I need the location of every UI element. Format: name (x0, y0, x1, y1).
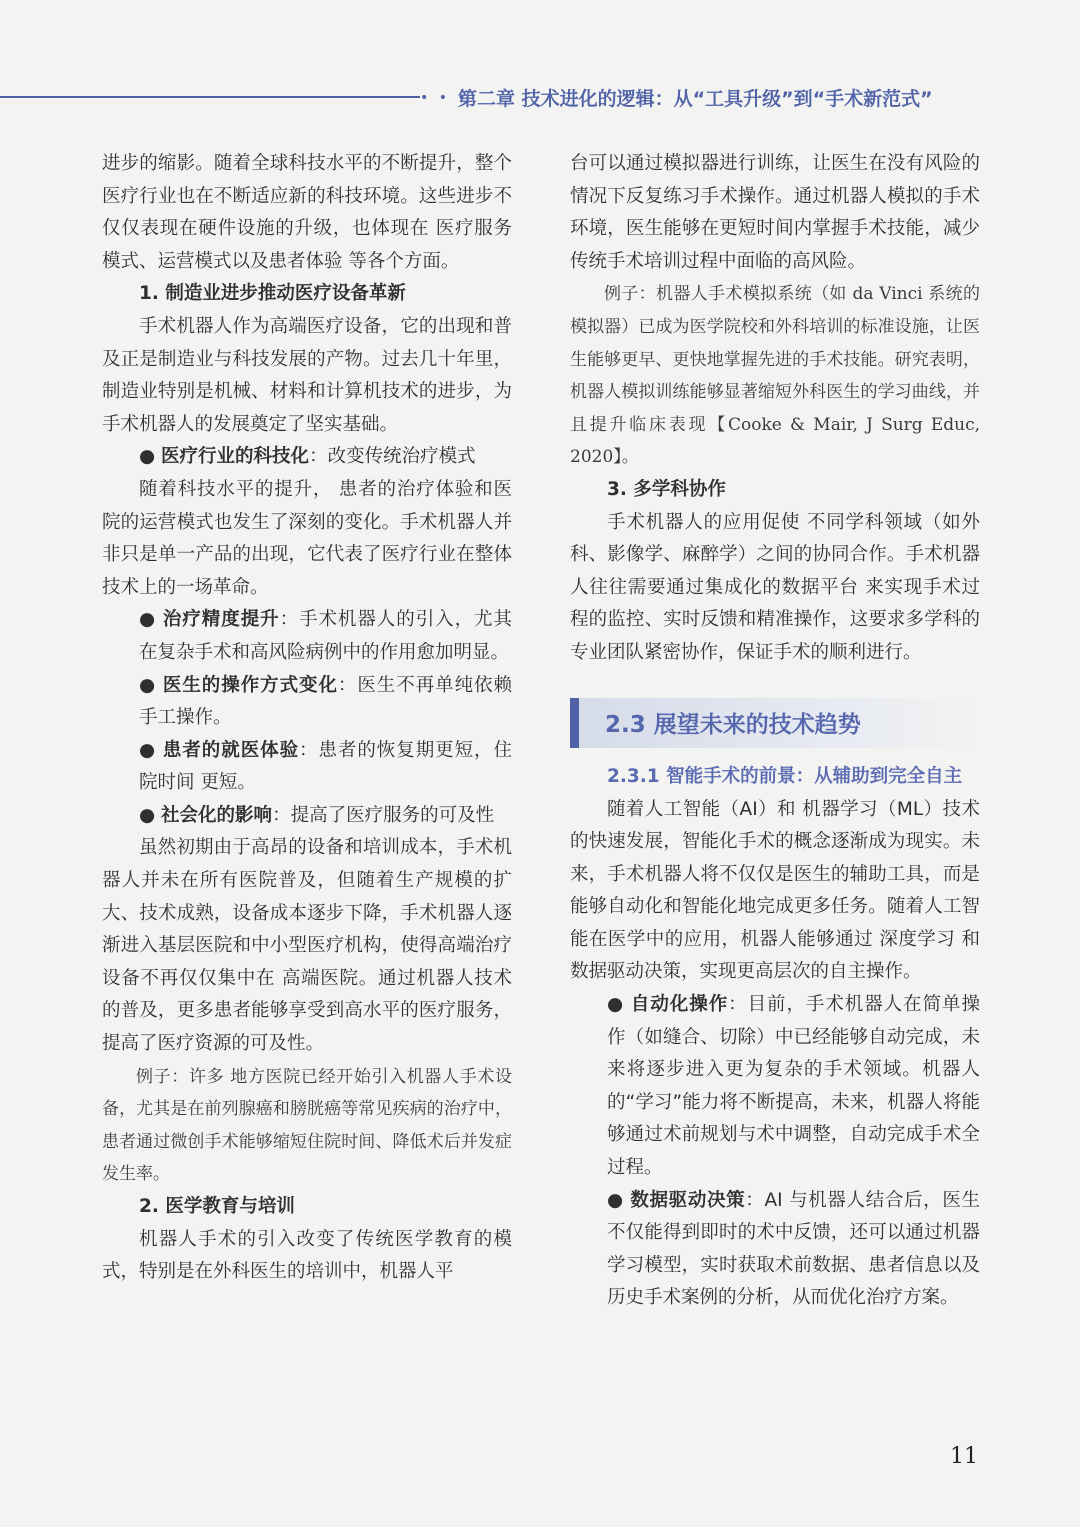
bullet-item (570, 989, 980, 1185)
example-note: 例子：许多 地方医院已经开始引入机器人手术设备，尤其是在前列腺癌和膀胱癌等常见疾病的治疗中，患者通过微创手术能够缩短住院时间、降低术后并发症发生率。 (102, 1066, 512, 1185)
section-banner (570, 698, 980, 748)
paragraph: 随着人工智能（AI）和 机器学习（ML）技术的快速发展，智能化手术的概念逐渐成为现实。未来，手术机器人将不仅仅是医生的辅助工具，而是能够自动化和智能化地完成更多任务。随着人工智能在医学中的应用，机器人能够通过 深度学习 和 数据驱动决策，实现更高层次的自主操作。 (570, 798, 980, 983)
bullet-text: ：目前，手术机器人在简单操作（如缝合、切除）中已经能够自动完成，未来将逐步进入更为复杂的手术领域。机器人的“学习”能力将不断提高，未来，机器人将能够通过术前规划与术中调整，自动完成手术全过程。 (607, 994, 980, 1179)
bullet-head: 医生的操作方式变化 (162, 674, 338, 696)
bullet-icon: ● (607, 994, 625, 1016)
bullet-item (570, 1185, 980, 1315)
bullet-head: 医疗行业的科技化 (161, 446, 310, 468)
bullet-item (102, 604, 512, 669)
paragraph: 台可以通过模拟器进行训练，让医生在没有风险的情况下反复练习手术操作。通过机器人模拟的手术环境，医生能够在更短时间内掌握手术技能，减少传统手术培训过程中面临的高风险。 (570, 153, 980, 272)
bullet-text: ：改变传统治疗模式 (309, 446, 476, 468)
bullet-text: ：AI 与机器人结合后，医生不仅能得到即时的术中反馈，还可以通过机器学习模型，实时获取术前数据、患者信息以及历史手术案例的分析，从而优化治疗方案。 (607, 1189, 980, 1309)
heading-collaboration: 3. 多学科协作 (607, 478, 726, 500)
header-rule (0, 96, 420, 98)
bullet-item (102, 800, 512, 833)
bullet-item (102, 735, 512, 800)
paragraph: 手术机器人的应用促使 不同学科领域（如外科、影像学、麻醉学）之间的协同合作。手术机器人往往需要通过集成化的数据平台 来实现手术过程的监控、实时反馈和精准操作，这要求多学科的专业团队紧密协作，保证手术的顺利进行。 (570, 511, 980, 663)
example-note: 例子：机器人手术模拟系统（如 da Vinci 系统的模拟器）已成为医学院校和外科培训的标准设施，让医生能够更早、更快地掌握先进的手术技能。研究表明，机器人模拟训练能够显著缩短外科医生的学习曲线，并且提升临床表现【Cooke & Mair, J Surg Educ, 2020】。 (570, 284, 980, 468)
bullet-head: 社会化的影响 (161, 804, 273, 826)
bullet-icon: ● (607, 1189, 624, 1211)
bullet-icon: ● (139, 674, 157, 696)
subsection-title: 2.3.1 智能手术的前景：从辅助到完全自主 (607, 765, 963, 787)
paragraph: 进步的缩影。随着全球科技水平的不断提升，整个医疗行业也在不断适应新的科技环境。这些进步不仅仅表现在硬件设施的升级，也体现在 医疗服务模式、运营模式以及患者体验 等各个方面。 (102, 153, 512, 272)
bullet-text: ：提高了医疗服务的可及性 (272, 804, 495, 826)
bullet-item (102, 441, 512, 474)
bullet-text: ：医生不再单纯依赖手工操作。 (139, 674, 512, 729)
bullet-text: ：患者的恢复期更短，住院时间 更短。 (139, 739, 512, 794)
bullet-icon: ● (139, 804, 156, 826)
right-column (570, 148, 980, 1315)
bullet-icon: ● (139, 446, 156, 468)
bullet-item (102, 670, 512, 735)
page-number: 11 (950, 1444, 978, 1469)
header-dots: • • • (420, 90, 469, 106)
bullet-icon: ● (139, 739, 157, 761)
bullet-icon: ● (139, 609, 157, 631)
bullet-head: 患者的就医体验 (162, 739, 300, 761)
bullet-head: 治疗精度提升 (162, 609, 280, 631)
bullet-head: 数据驱动决策 (630, 1189, 746, 1211)
heading-education: 2. 医学教育与培训 (139, 1196, 295, 1217)
paragraph: 随着科技水平的提升， 患者的治疗体验和医院的运营模式也发生了深刻的变化。手术机器人并非只是单一产品的出现，它代表了医疗行业在整体技术上的一场革命。 (102, 478, 512, 598)
paragraph: 机器人手术的引入改变了传统医学教育的模式，特别是在外科医生的培训中，机器人平 (102, 1228, 512, 1283)
paragraph: 虽然初期由于高昂的设备和培训成本，手术机器人并未在所有医院普及，但随着生产规模的扩大、技术成熟，设备成本逐步下降，手术机器人逐渐进入基层医院和中小型医疗机构，使得高端治疗设备不再仅仅集中在 高端医院。通过机器人技术的普及，更多患者能够享受到高水平的医疗服务，提高了医疗资源的可及性。 (102, 837, 512, 1055)
chapter-title: 第二章 技术进化的逻辑：从“工具升级”到“手术新范式” (458, 88, 933, 110)
left-column (102, 148, 512, 1289)
bullet-head: 自动化操作 (630, 994, 729, 1016)
heading-manufacturing: 1. 制造业进步推动医疗设备革新 (139, 283, 406, 305)
bullet-text: ：手术机器人的引入，尤其在复杂手术和高风险病例中的作用愈加明显。 (139, 609, 512, 663)
section-title: 2.3 展望未来的技术趋势 (605, 712, 861, 738)
paragraph: 手术机器人作为高端医疗设备，它的出现和普及正是制造业与科技发展的产物。过去几十年里，制造业特别是机械、材料和计算机技术的进步，为手术机器人的发展奠定了坚实基础。 (102, 315, 512, 435)
